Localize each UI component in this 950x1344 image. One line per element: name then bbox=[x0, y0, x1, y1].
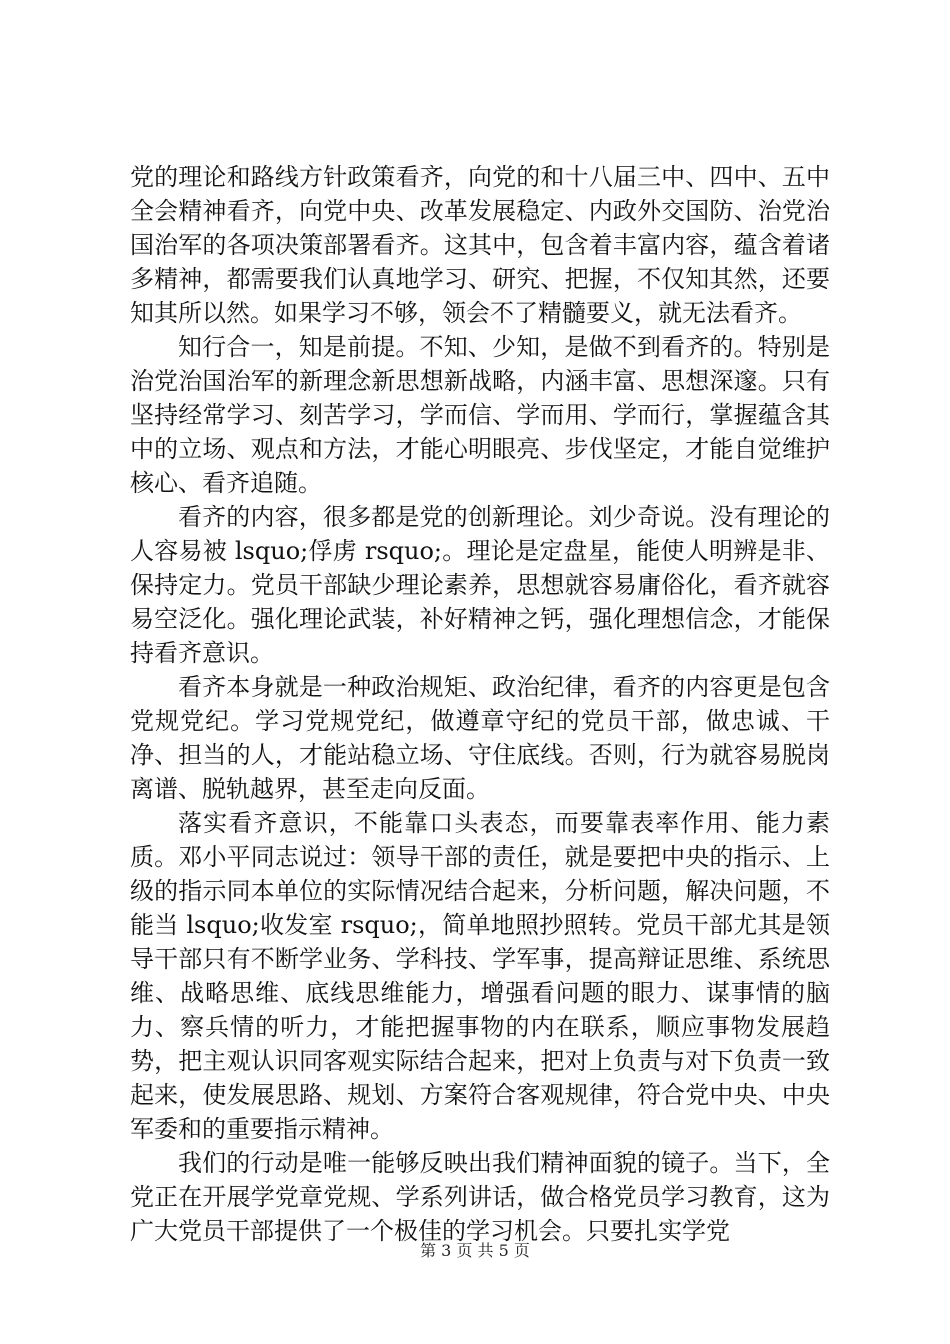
document-body bbox=[130, 160, 830, 1248]
paragraph: 看齐本身就是一种政治规矩、政治纪律，看齐的内容更是包含党规党纪。学习党规党纪，做遵章守纪的党员干部，做忠诚、干净、担当的人，才能站稳立场、守住底线。否则，行为就容易脱岗离谱、脱轨越界，甚至走向反面。 bbox=[130, 673, 830, 803]
paragraph: 我们的行动是唯一能够反映出我们精神面貌的镜子。当下，全党正在开展学党章党规、学系列讲话，做合格党员学习教育，这为广大党员干部提供了一个极佳的学习机会。只要扎实学党 bbox=[130, 1149, 830, 1245]
paragraph: 知行合一，知是前提。不知、少知，是做不到看齐的。特别是治党治国治军的新理念新思想新战略，内涵丰富、思想深邃。只有坚持经常学习、刻苦学习，学而信、学而用、学而行，掌握蕴含其中的立场、观点和方法，才能心明眼亮、步伐坚定，才能自觉维护核心、看齐追随。 bbox=[130, 333, 830, 497]
paragraph-continuation: 党的理论和路线方针政策看齐，向党的和十八届三中、四中、五中全会精神看齐，向党中央、改革发展稳定、内政外交国防、治党治国治军的各项决策部署看齐。这其中，包含着丰富内容，蕴含着诸多精神，都需要我们认真地学习、研究、把握，不仅知其然，还要知其所以然。如果学习不够，领会不了精髓要义，就无法看齐。 bbox=[130, 163, 830, 327]
paragraph: 看齐的内容，很多都是党的创新理论。刘少奇说。没有理论的人容易被 lsquo;俘虏 rsquo;。理论是定盘星，能使人明辨是非、保持定力。党员干部缺少理论素养，思想就容易庸俗化，看齐就容易空泛化。强化理论武装，补好精神之钙，强化理想信念，才能保持看齐意识。 bbox=[130, 503, 830, 667]
page-number-footer: 第 3 页 共 5 页 bbox=[420, 1241, 530, 1260]
paragraph: 落实看齐意识，不能靠口头表态，而要靠表率作用、能力素质。邓小平同志说过：领导干部的责任，就是要把中央的指示、上级的指示同本单位的实际情况结合起来，分析问题，解决问题，不能当 lsquo;收发室 rsquo;，简单地照抄照转。党员干部尤其是领导干部只有不断学业务、学科技、学军事，提高辩证思维、系统思维、战略思维、底线思维能力，增强看问题的眼力、谋事情的脑力、察兵情的听力，才能把握事物的内在联系，顺应事物发展趋势，把主观认识同客观实际结合起来，把对上负责与对下负责一致起来，使发展思路、规划、方案符合客观规律，符合党中央、中央军委和的重要指示精神。 bbox=[130, 809, 830, 1143]
